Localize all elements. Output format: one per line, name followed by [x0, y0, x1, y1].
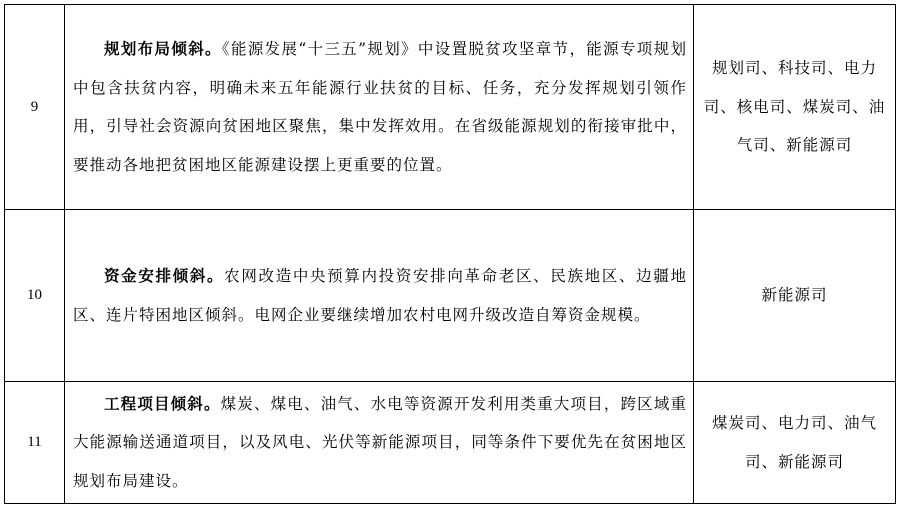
policy-table	[4, 4, 896, 504]
measure-text	[73, 257, 687, 334]
responsible-departments: 煤炭司、电力司、油气司、新能源司	[711, 414, 877, 471]
row-number: 10	[5, 210, 65, 382]
measure-cell	[65, 5, 694, 210]
measure-heading: 工程项目倾斜。	[104, 393, 221, 413]
table-row	[5, 382, 896, 504]
table-row	[5, 210, 896, 382]
measure-body: 农网改造中央预算内投资安排向革命老区、民族地区、边疆地区、连片特困地区倾斜。电网企业要继续增加农村电网升级改造自筹资金规模。	[73, 267, 687, 324]
row-number: 9	[5, 5, 65, 210]
measure-text	[73, 385, 687, 501]
department-cell	[694, 210, 896, 382]
table-row	[5, 5, 896, 210]
measure-body: 煤炭、煤电、油气、水电等资源开发利用类重大项目，跨区域重大能源输送通道项目，以及风电、光伏等新能源项目，同等条件下要优先在贫困地区规划布局建设。	[73, 394, 687, 490]
measure-cell	[65, 210, 694, 382]
department-cell	[694, 5, 896, 210]
measure-heading: 规划布局倾斜。	[104, 39, 222, 58]
measure-text	[73, 30, 687, 184]
measure-cell	[65, 382, 694, 504]
responsible-departments: 新能源司	[761, 286, 828, 305]
responsible-departments: 规划司、科技司、电力司、核电司、煤炭司、油气司、新能源司	[703, 59, 886, 155]
row-number: 11	[5, 382, 65, 504]
department-cell	[694, 382, 896, 504]
measure-body: 《能源发展“十三五”规划》中设置脱贫攻坚章节，能源专项规划中包含扶贫内容，明确未来五年能源行业扶贫的目标、任务，充分发挥规划引领作用，引导社会资源向贫困地区聚焦，集中发挥效用。在省级能源规划的衔接审批中，要推动各地把贫困地区能源建设摆上更重要的位置。	[73, 40, 687, 174]
measure-heading: 资金安排倾斜。	[104, 266, 225, 285]
